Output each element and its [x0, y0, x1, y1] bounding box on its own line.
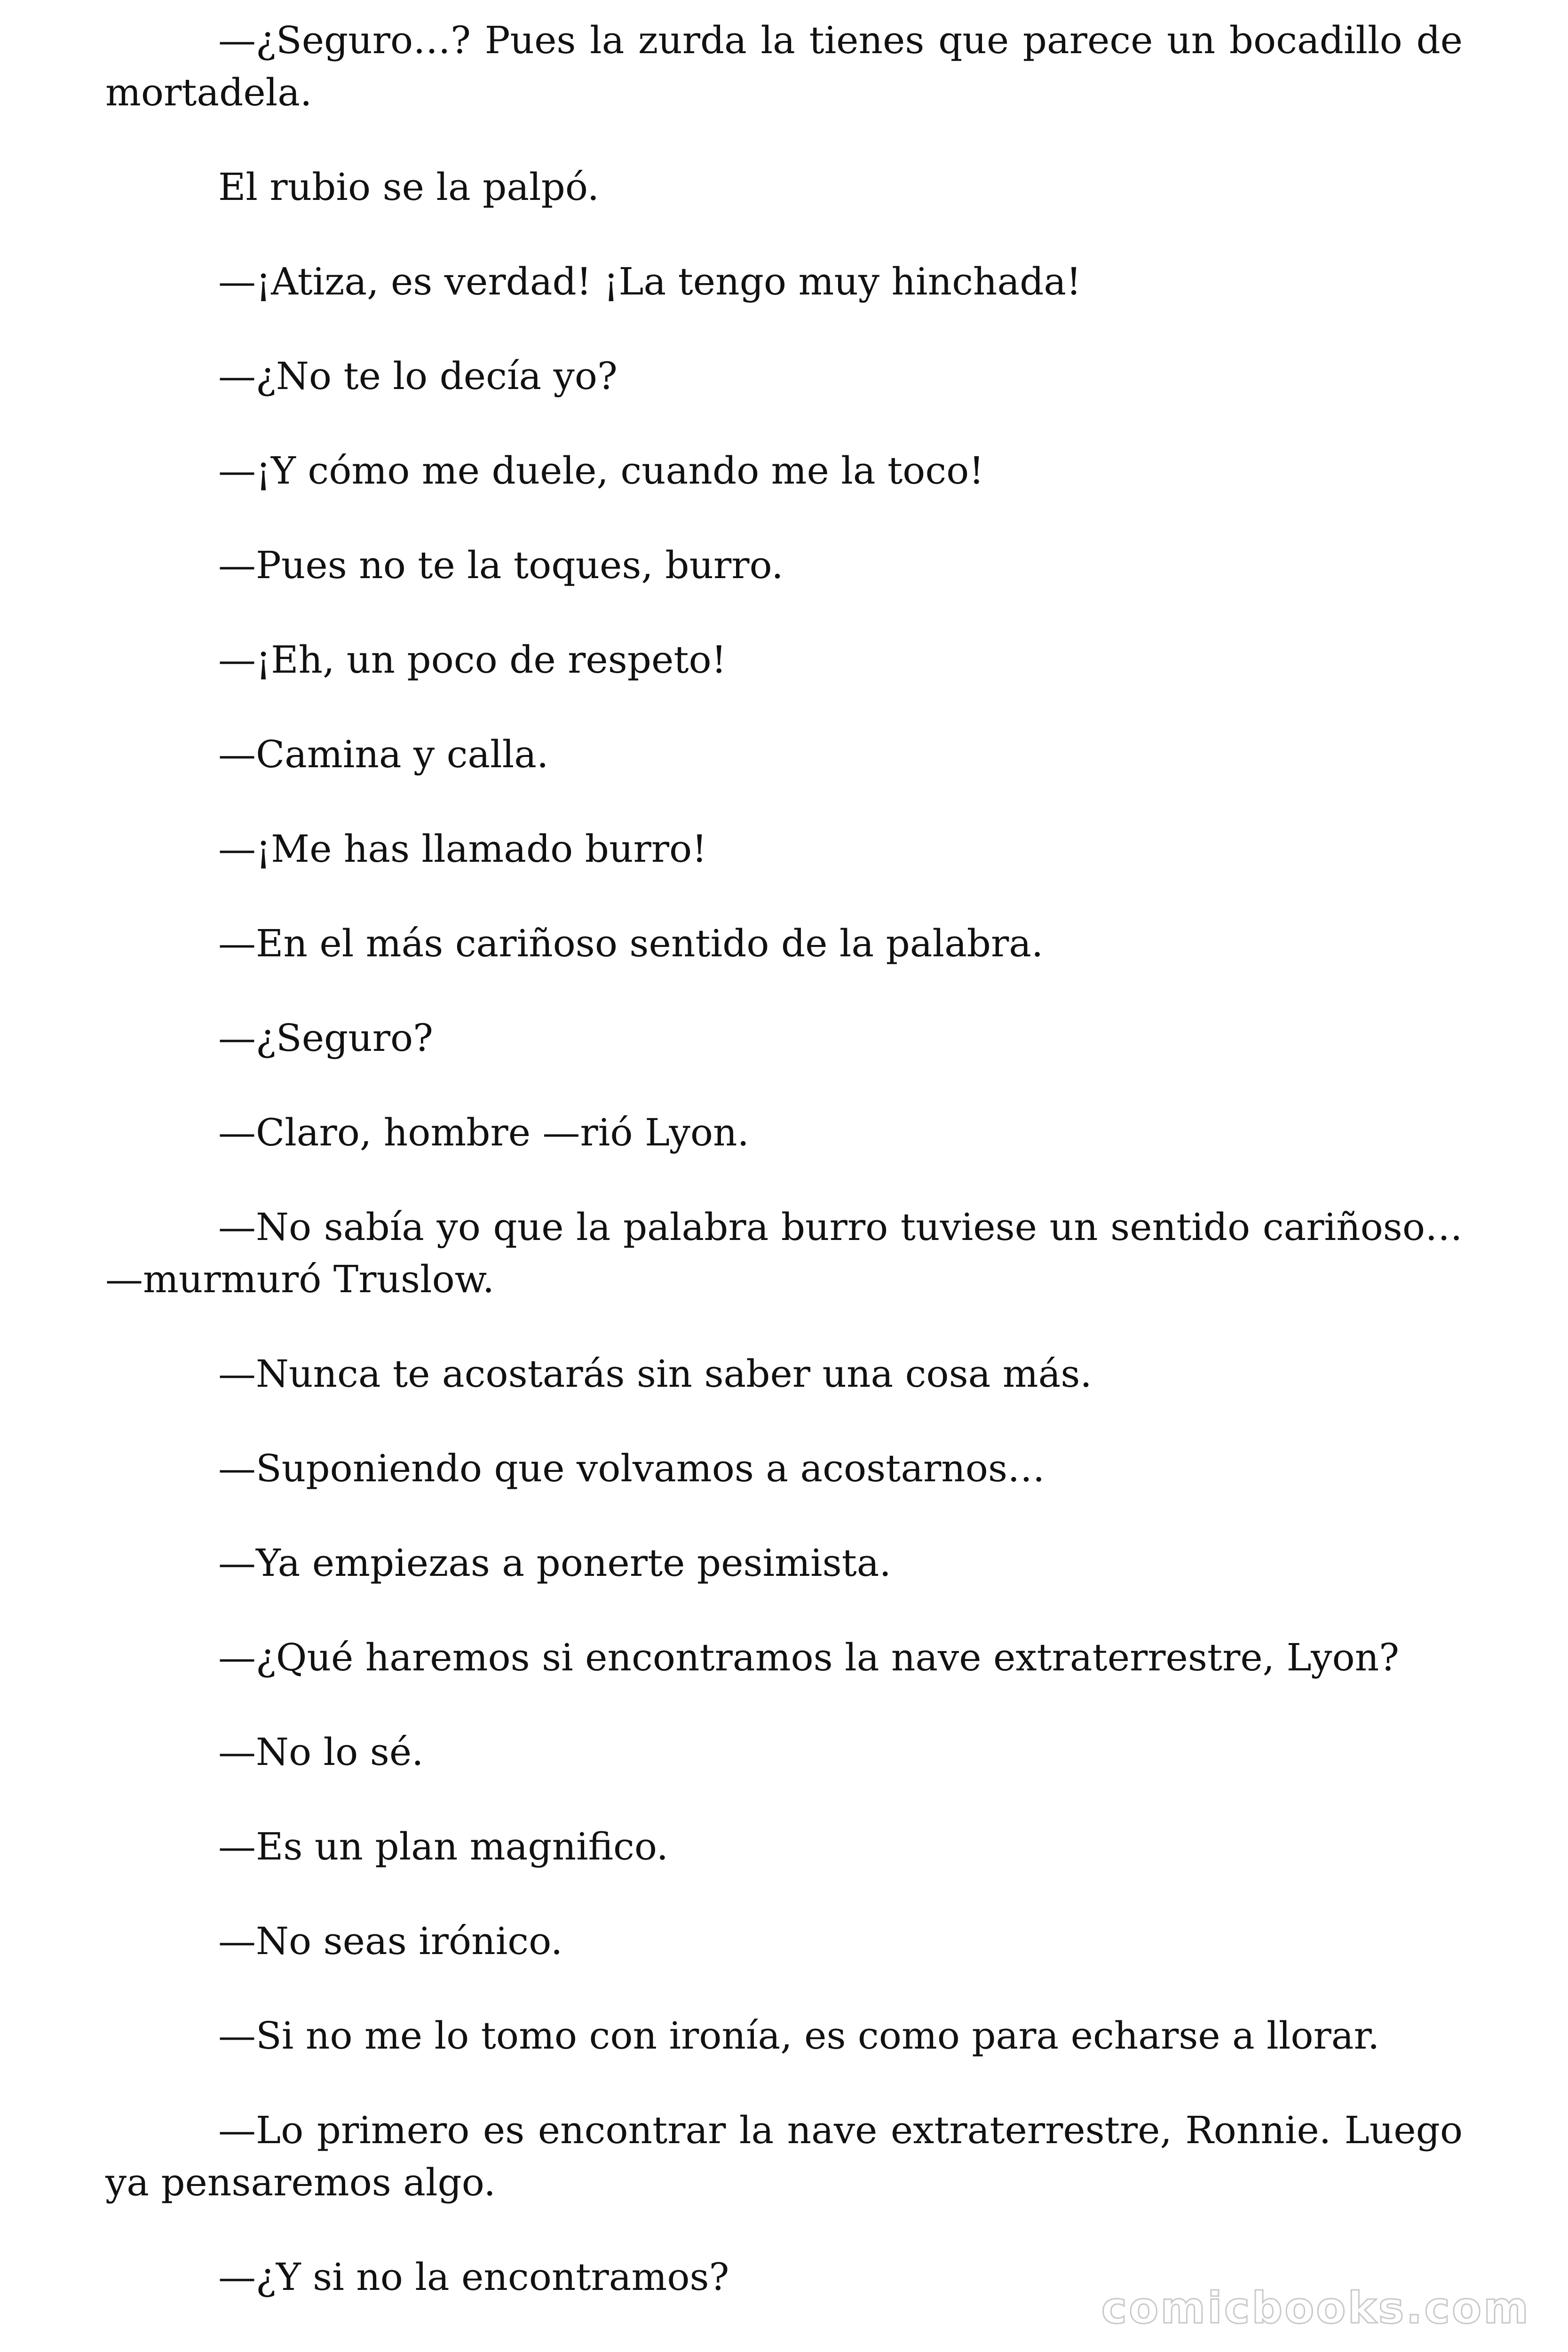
paragraph: —¡Y cómo me duele, cuando me la toco!	[218, 449, 984, 493]
paragraph: —No lo sé.	[218, 1730, 424, 1774]
page-text	[105, 14, 1463, 2345]
watermark: comicbooks.com	[1101, 2283, 1530, 2333]
paragraph: —¿No te lo decía yo?	[218, 354, 618, 398]
paragraph: —Claro, hombre —rió Lyon.	[218, 1111, 749, 1154]
paragraph: —Camina y calla.	[218, 732, 549, 776]
paragraph: —En el más cariñoso sentido de la palabra.	[218, 922, 1044, 965]
paragraph: —No sabía yo que la palabra burro tuviese un sentido cariñoso… —murmuró Truslow.	[105, 1205, 1463, 1301]
paragraph: —¡Atiza, es verdad! ¡La tengo muy hinchada!	[218, 260, 1082, 303]
paragraph: —¿Qué haremos si encontramos la nave extraterrestre, Lyon?	[218, 1636, 1400, 1679]
paragraph: —No seas irónico.	[218, 1919, 563, 1963]
paragraph: —¿Y si no la encontramos?	[218, 2255, 729, 2299]
paragraph: —Suponiendo que volvamos a acostarnos…	[218, 1446, 1045, 1490]
paragraph: —Es un plan magnifico.	[218, 1825, 669, 1868]
paragraph: —Pues no te la toques, burro.	[218, 543, 784, 587]
paragraph: —¡Eh, un poco de respeto!	[218, 638, 727, 682]
paragraph: —Lo primero es encontrar la nave extraterrestre, Ronnie. Luego ya pensaremos algo.	[105, 2108, 1463, 2204]
paragraph: —Ya empiezas a ponerte pesimista.	[218, 1541, 891, 1585]
paragraph: —¿Seguro?	[218, 1016, 434, 1060]
paragraph: —¿Seguro…? Pues la zurda la tienes que parece un bocadillo de mortadela.	[105, 18, 1463, 114]
paragraph: El rubio se la palpó.	[218, 165, 599, 209]
paragraph: —Nunca te acostarás sin saber una cosa más.	[218, 1352, 1092, 1396]
paragraph: —¡Me has llamado burro!	[218, 827, 707, 871]
paragraph: —Si no me lo tomo con ironía, es como para echarse a llorar.	[218, 2014, 1380, 2058]
